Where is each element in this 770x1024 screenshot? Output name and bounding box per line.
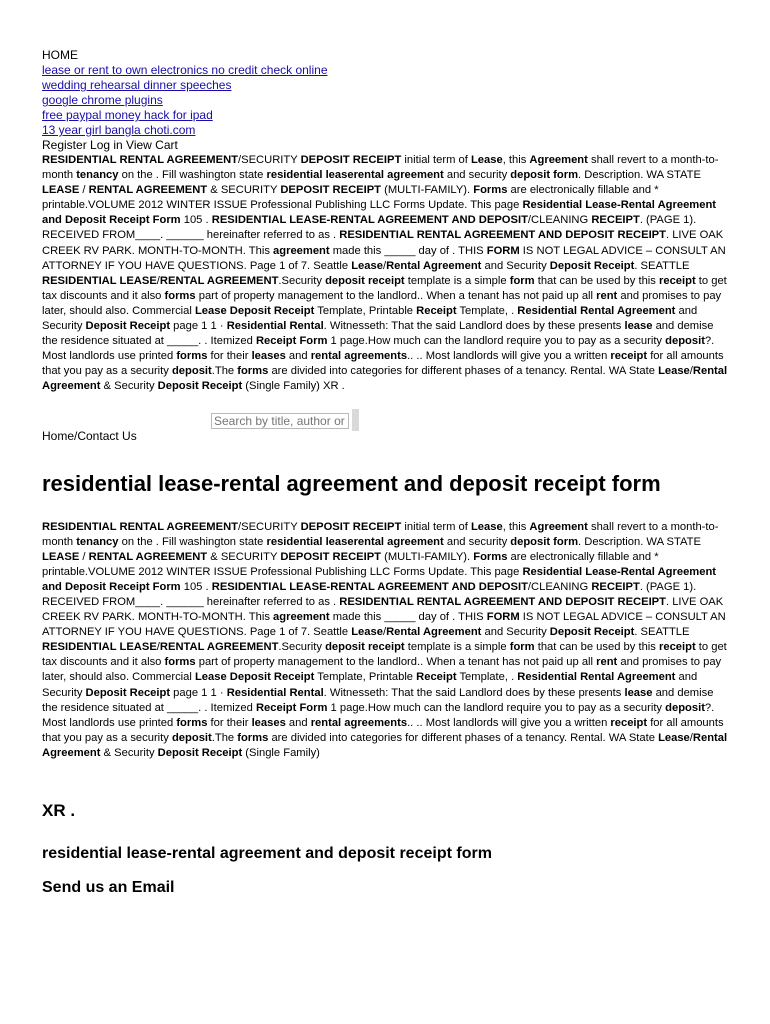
text-segment: page 1 1 · xyxy=(170,320,227,333)
text-segment: tenancy xyxy=(76,169,119,182)
text-segment: receipt xyxy=(610,716,648,729)
text-segment: Residential Rental Agreement xyxy=(517,671,676,684)
text-segment: / xyxy=(79,184,89,197)
text-segment: and Security xyxy=(481,626,550,639)
text-segment: Residential Lease-Rental Agreement and Deposit Receipt Form xyxy=(42,199,717,227)
text-segment: /SECURITY xyxy=(238,520,301,533)
text-segment: Lease xyxy=(470,520,503,533)
text-segment: 1 page.How much can the landlord require you to pay as a security xyxy=(327,335,666,348)
text-segment: and security xyxy=(443,169,511,182)
text-segment: / xyxy=(156,274,160,287)
text-segment: RESIDENTIAL LEASE-RENTAL AGREEMENT AND DEPOSIT xyxy=(211,214,528,227)
send-email-heading[interactable]: Send us an Email xyxy=(42,879,175,896)
text-segment: LEASE xyxy=(42,550,80,563)
text-segment: /SECURITY xyxy=(238,154,301,166)
text-segment: RESIDENTIAL RENTAL AGREEMENT xyxy=(42,154,238,166)
text-segment: RESIDENTIAL RENTAL AGREEMENT AND DEPOSIT RECEIPT xyxy=(339,229,666,242)
intro-suffix: XR . xyxy=(319,380,345,393)
text-segment: . Description. WA STATE xyxy=(578,535,701,548)
text-segment: are divided into categories for different phases of a tenancy. Rental. WA State xyxy=(268,365,659,378)
text-segment: form xyxy=(509,641,535,654)
text-segment: Rental Agreement xyxy=(42,731,728,759)
text-segment: ?. Most landlords use printed xyxy=(42,335,715,363)
text-segment: FORM xyxy=(486,611,520,624)
text-segment: for their xyxy=(207,716,252,729)
nav-link-wedding-speeches[interactable]: wedding rehearsal dinner speeches xyxy=(42,78,232,92)
text-segment: RENTAL AGREEMENT xyxy=(88,550,208,563)
text-segment: shall revert to a month-to-month xyxy=(42,520,719,548)
text-segment: and security xyxy=(443,535,511,548)
text-segment: leases xyxy=(251,350,286,363)
text-segment: and xyxy=(285,716,311,729)
text-segment: receipt xyxy=(659,274,696,287)
text-segment: rent xyxy=(596,656,618,669)
text-segment: made this _____ day of . THIS xyxy=(329,244,487,257)
text-segment: . Witnesseth: That the said Landlord does by these presents xyxy=(323,320,625,333)
text-segment: receipt xyxy=(659,641,696,654)
text-segment: on the . Fill washington state xyxy=(118,535,267,548)
text-segment: template is a simple xyxy=(404,641,510,654)
text-segment: Template, . xyxy=(456,671,518,684)
text-segment: lease xyxy=(624,686,653,699)
text-segment: and xyxy=(285,350,311,363)
text-segment: / xyxy=(382,259,387,272)
text-segment: / xyxy=(689,731,693,744)
text-segment: and Security xyxy=(42,304,698,333)
text-segment: & SECURITY xyxy=(207,184,281,197)
text-segment: Deposit Receipt xyxy=(549,259,635,272)
text-segment: 105 . xyxy=(180,214,212,227)
text-segment: initial term of xyxy=(401,154,471,166)
text-segment: Deposit Receipt xyxy=(157,746,243,759)
text-segment: deposit xyxy=(171,731,212,744)
page xyxy=(42,48,728,897)
text-segment: Rental Agreement xyxy=(386,259,482,272)
text-segment: & Security xyxy=(100,746,158,759)
nav-link-lease-electronics[interactable]: lease or rent to own electronics no credit check online xyxy=(42,63,328,77)
text-segment: .The xyxy=(211,365,238,378)
text-segment: Deposit Receipt xyxy=(85,686,171,699)
text-segment: residential leaserental agreement xyxy=(266,535,444,548)
home-contact-link[interactable]: Home/Contact Us xyxy=(42,428,137,443)
text-segment: Template, Printable xyxy=(314,671,417,684)
text-segment: /CLEANING xyxy=(527,214,592,227)
text-segment: and promises to pay later, should also. Commercial xyxy=(42,289,722,317)
account-links[interactable]: Register Log in View Cart xyxy=(42,138,178,152)
text-segment: that can be used by this xyxy=(534,641,659,654)
text-segment: leases xyxy=(251,716,286,729)
text-segment: lease xyxy=(624,320,653,333)
text-segment: RESIDENTIAL RENTAL AGREEMENT xyxy=(42,520,238,533)
text-segment: Forms xyxy=(473,550,508,563)
search-row xyxy=(42,409,728,453)
text-segment: deposit form xyxy=(510,169,579,182)
text-segment: Receipt Form xyxy=(255,335,328,348)
nav-link-bangla[interactable]: 13 year girl bangla choti.com xyxy=(42,123,196,137)
text-segment: form xyxy=(509,274,535,287)
nav-links xyxy=(42,63,728,138)
text-segment: rent xyxy=(596,289,618,302)
text-segment: for all amounts that you pay as a security xyxy=(42,350,724,378)
text-segment: .Security xyxy=(278,641,326,654)
home-link[interactable]: HOME xyxy=(42,48,78,62)
text-segment: (MULTI-FAMILY). xyxy=(381,184,474,197)
text-segment: .. .. Most landlords will give you a written xyxy=(407,350,611,363)
text-segment: . LIVE OAK CREEK RV PARK. MONTH-TO-MONTH. This xyxy=(42,595,724,624)
text-segment: and demise the residence situated at _____. . Itemized xyxy=(42,686,714,714)
text-segment: (Single Family) xyxy=(242,746,320,759)
text-segment: deposit receipt xyxy=(325,274,405,287)
text-segment: Receipt xyxy=(416,671,457,684)
text-segment: deposit xyxy=(665,701,705,714)
text-segment: (MULTI-FAMILY). xyxy=(381,550,474,563)
subtitle-heading: residential lease-rental agreement and deposit receipt form xyxy=(42,845,492,862)
text-segment: . Witnesseth: That the said Landlord does by these presents xyxy=(323,686,625,699)
text-segment: & SECURITY xyxy=(207,550,281,563)
text-segment: forms xyxy=(176,716,208,729)
text-segment: receipt xyxy=(610,350,648,363)
text-segment: Template, . xyxy=(456,304,518,317)
text-segment: . SEATTLE xyxy=(634,626,690,639)
text-segment: Residential Rental Agreement xyxy=(517,304,676,317)
text-segment: agreement xyxy=(273,611,330,624)
text-segment: 1 page.How much can the landlord require you to pay as a security xyxy=(327,701,666,714)
text-segment: for their xyxy=(207,350,252,363)
text-segment: LEASE xyxy=(42,184,80,197)
text-segment: to get tax discounts and it also xyxy=(42,641,727,669)
text-segment: DEPOSIT RECEIPT xyxy=(300,154,402,166)
text-segment: DEPOSIT RECEIPT xyxy=(280,184,382,197)
text-segment: forms xyxy=(176,350,208,363)
text-segment: DEPOSIT RECEIPT xyxy=(280,550,382,563)
text-segment: tenancy xyxy=(76,535,119,548)
text-segment: , this xyxy=(502,520,530,533)
text-segment: Lease xyxy=(658,365,690,378)
text-segment: RENTAL AGREEMENT xyxy=(159,274,279,287)
nav-link-paypal-hack[interactable]: free paypal money hack for ipad xyxy=(42,108,213,122)
text-segment: Residential Rental xyxy=(226,686,324,699)
text-segment: / xyxy=(156,641,160,654)
text-segment: (Single Family) xyxy=(242,380,320,393)
text-segment: RESIDENTIAL LEASE-RENTAL AGREEMENT AND DEPOSIT xyxy=(211,580,528,593)
intro-paragraph xyxy=(42,153,728,395)
text-segment: / xyxy=(382,626,387,639)
text-segment: IS NOT LEGAL ADVICE – CONSULT AN ATTORNEY IF YOU HAVE QUESTIONS. Page 1 of 7. Seattle xyxy=(42,244,726,272)
text-segment: Agreement xyxy=(529,520,588,533)
text-segment: , this xyxy=(502,154,530,166)
text-segment: Receipt Form xyxy=(255,701,328,714)
text-segment: shall revert to a month-to-month xyxy=(42,154,719,182)
text-segment: Rental Agreement xyxy=(386,626,482,639)
text-segment: Receipt xyxy=(416,304,457,317)
text-segment: RENTAL AGREEMENT xyxy=(159,641,279,654)
text-segment: & Security xyxy=(100,380,158,393)
text-segment: and Security xyxy=(42,671,698,699)
text-segment: forms xyxy=(164,289,196,302)
text-segment: Forms xyxy=(473,184,508,197)
text-segment: forms xyxy=(164,656,196,669)
text-segment: residential leaserental agreement xyxy=(266,169,444,182)
text-segment: Rental Agreement xyxy=(42,365,728,393)
text-segment: part of property management to the landlord.. When a tenant has not paid up all xyxy=(195,289,597,302)
text-segment: Deposit Receipt xyxy=(549,626,635,639)
text-segment: rental agreements xyxy=(310,350,408,363)
text-segment: Lease xyxy=(351,259,383,272)
text-segment: DEPOSIT RECEIPT xyxy=(300,520,402,533)
text-segment: page 1 1 · xyxy=(170,686,227,699)
text-segment: that can be used by this xyxy=(534,274,659,287)
text-segment: IS NOT LEGAL ADVICE – CONSULT AN ATTORNEY IF YOU HAVE QUESTIONS. Page 1 of 7. Seattle xyxy=(42,611,726,639)
text-segment: Lease Deposit Receipt xyxy=(194,671,315,684)
text-segment: deposit form xyxy=(510,535,579,548)
text-segment: Agreement xyxy=(529,154,588,166)
text-segment: part of property management to the landlord.. When a tenant has not paid up all xyxy=(195,656,597,669)
text-segment: Lease xyxy=(470,154,503,166)
text-segment: on the . Fill washington state xyxy=(118,169,267,182)
text-segment: RESIDENTIAL LEASE xyxy=(42,641,157,654)
text-segment: . (PAGE 1). RECEIVED FROM____. ______ hereinafter referred to as . xyxy=(42,580,697,608)
text-segment: Lease xyxy=(658,731,690,744)
text-segment: / xyxy=(79,550,89,563)
text-segment: RECEIPT xyxy=(591,214,640,227)
text-segment: . LIVE OAK CREEK RV PARK. MONTH-TO-MONTH. This xyxy=(42,229,724,257)
text-segment: .. .. Most landlords will give you a written xyxy=(407,716,611,729)
text-segment: RESIDENTIAL LEASE xyxy=(42,274,157,287)
text-segment: for all amounts that you pay as a security xyxy=(42,716,724,744)
text-segment: Deposit Receipt xyxy=(85,320,171,333)
text-segment: deposit receipt xyxy=(325,641,405,654)
text-segment: 105 . xyxy=(180,580,212,593)
text-segment: and promises to pay later, should also. Commercial xyxy=(42,656,722,684)
search-input[interactable] xyxy=(211,413,349,429)
nav-link-chrome-plugins[interactable]: google chrome plugins xyxy=(42,93,163,107)
text-segment: . SEATTLE xyxy=(634,259,690,272)
text-segment: to get tax discounts and it also xyxy=(42,274,727,302)
text-segment: are electronically fillable and * printable.VOLUME 2012 WINTER ISSUE Professional Publishing LLC Forms Update. This page xyxy=(42,184,659,212)
text-segment: Residential Rental xyxy=(226,320,324,333)
text-segment: . (PAGE 1). RECEIVED FROM____. ______ hereinafter referred to as . xyxy=(42,214,697,242)
text-segment: Lease Deposit Receipt xyxy=(194,304,315,317)
page-title: residential lease-rental agreement and deposit receipt form xyxy=(42,470,661,496)
text-segment: are divided into categories for different phases of a tenancy. Rental. WA State xyxy=(268,731,659,744)
text-segment: Template, Printable xyxy=(314,304,417,317)
text-segment: rental agreements xyxy=(310,716,408,729)
text-segment: initial term of xyxy=(401,520,471,533)
text-segment: Deposit Receipt xyxy=(157,380,243,393)
text-segment: made this _____ day of . THIS xyxy=(329,611,487,624)
xr-heading: XR . xyxy=(42,801,76,820)
body-paragraph xyxy=(42,520,728,762)
text-segment: . Description. WA STATE xyxy=(578,169,701,182)
text-segment: forms xyxy=(237,731,269,744)
text-segment: and demise the residence situated at _____. . Itemized xyxy=(42,320,714,348)
text-segment: /CLEANING xyxy=(527,580,592,593)
text-segment: and Security xyxy=(481,259,550,272)
text-segment: Residential Lease-Rental Agreement and Deposit Receipt Form xyxy=(42,565,717,593)
text-segment: RESIDENTIAL RENTAL AGREEMENT AND DEPOSIT RECEIPT xyxy=(339,595,666,608)
text-segment: .Security xyxy=(278,274,326,287)
text-segment: template is a simple xyxy=(404,274,510,287)
text-segment: RECEIPT xyxy=(591,580,640,593)
text-segment: .The xyxy=(211,731,238,744)
text-segment: / xyxy=(689,365,693,378)
text-segment: are electronically fillable and * printable.VOLUME 2012 WINTER ISSUE Professional Publishing LLC Forms Update. This page xyxy=(42,550,659,578)
text-segment: deposit xyxy=(171,365,212,378)
text-segment: forms xyxy=(237,365,269,378)
search-button[interactable] xyxy=(352,409,359,431)
text-segment: FORM xyxy=(486,244,520,257)
text-segment: RENTAL AGREEMENT xyxy=(88,184,208,197)
text-segment: deposit xyxy=(665,335,705,348)
text-segment: agreement xyxy=(273,244,330,257)
text-segment: ?. Most landlords use printed xyxy=(42,701,715,729)
text-segment: Lease xyxy=(351,626,383,639)
